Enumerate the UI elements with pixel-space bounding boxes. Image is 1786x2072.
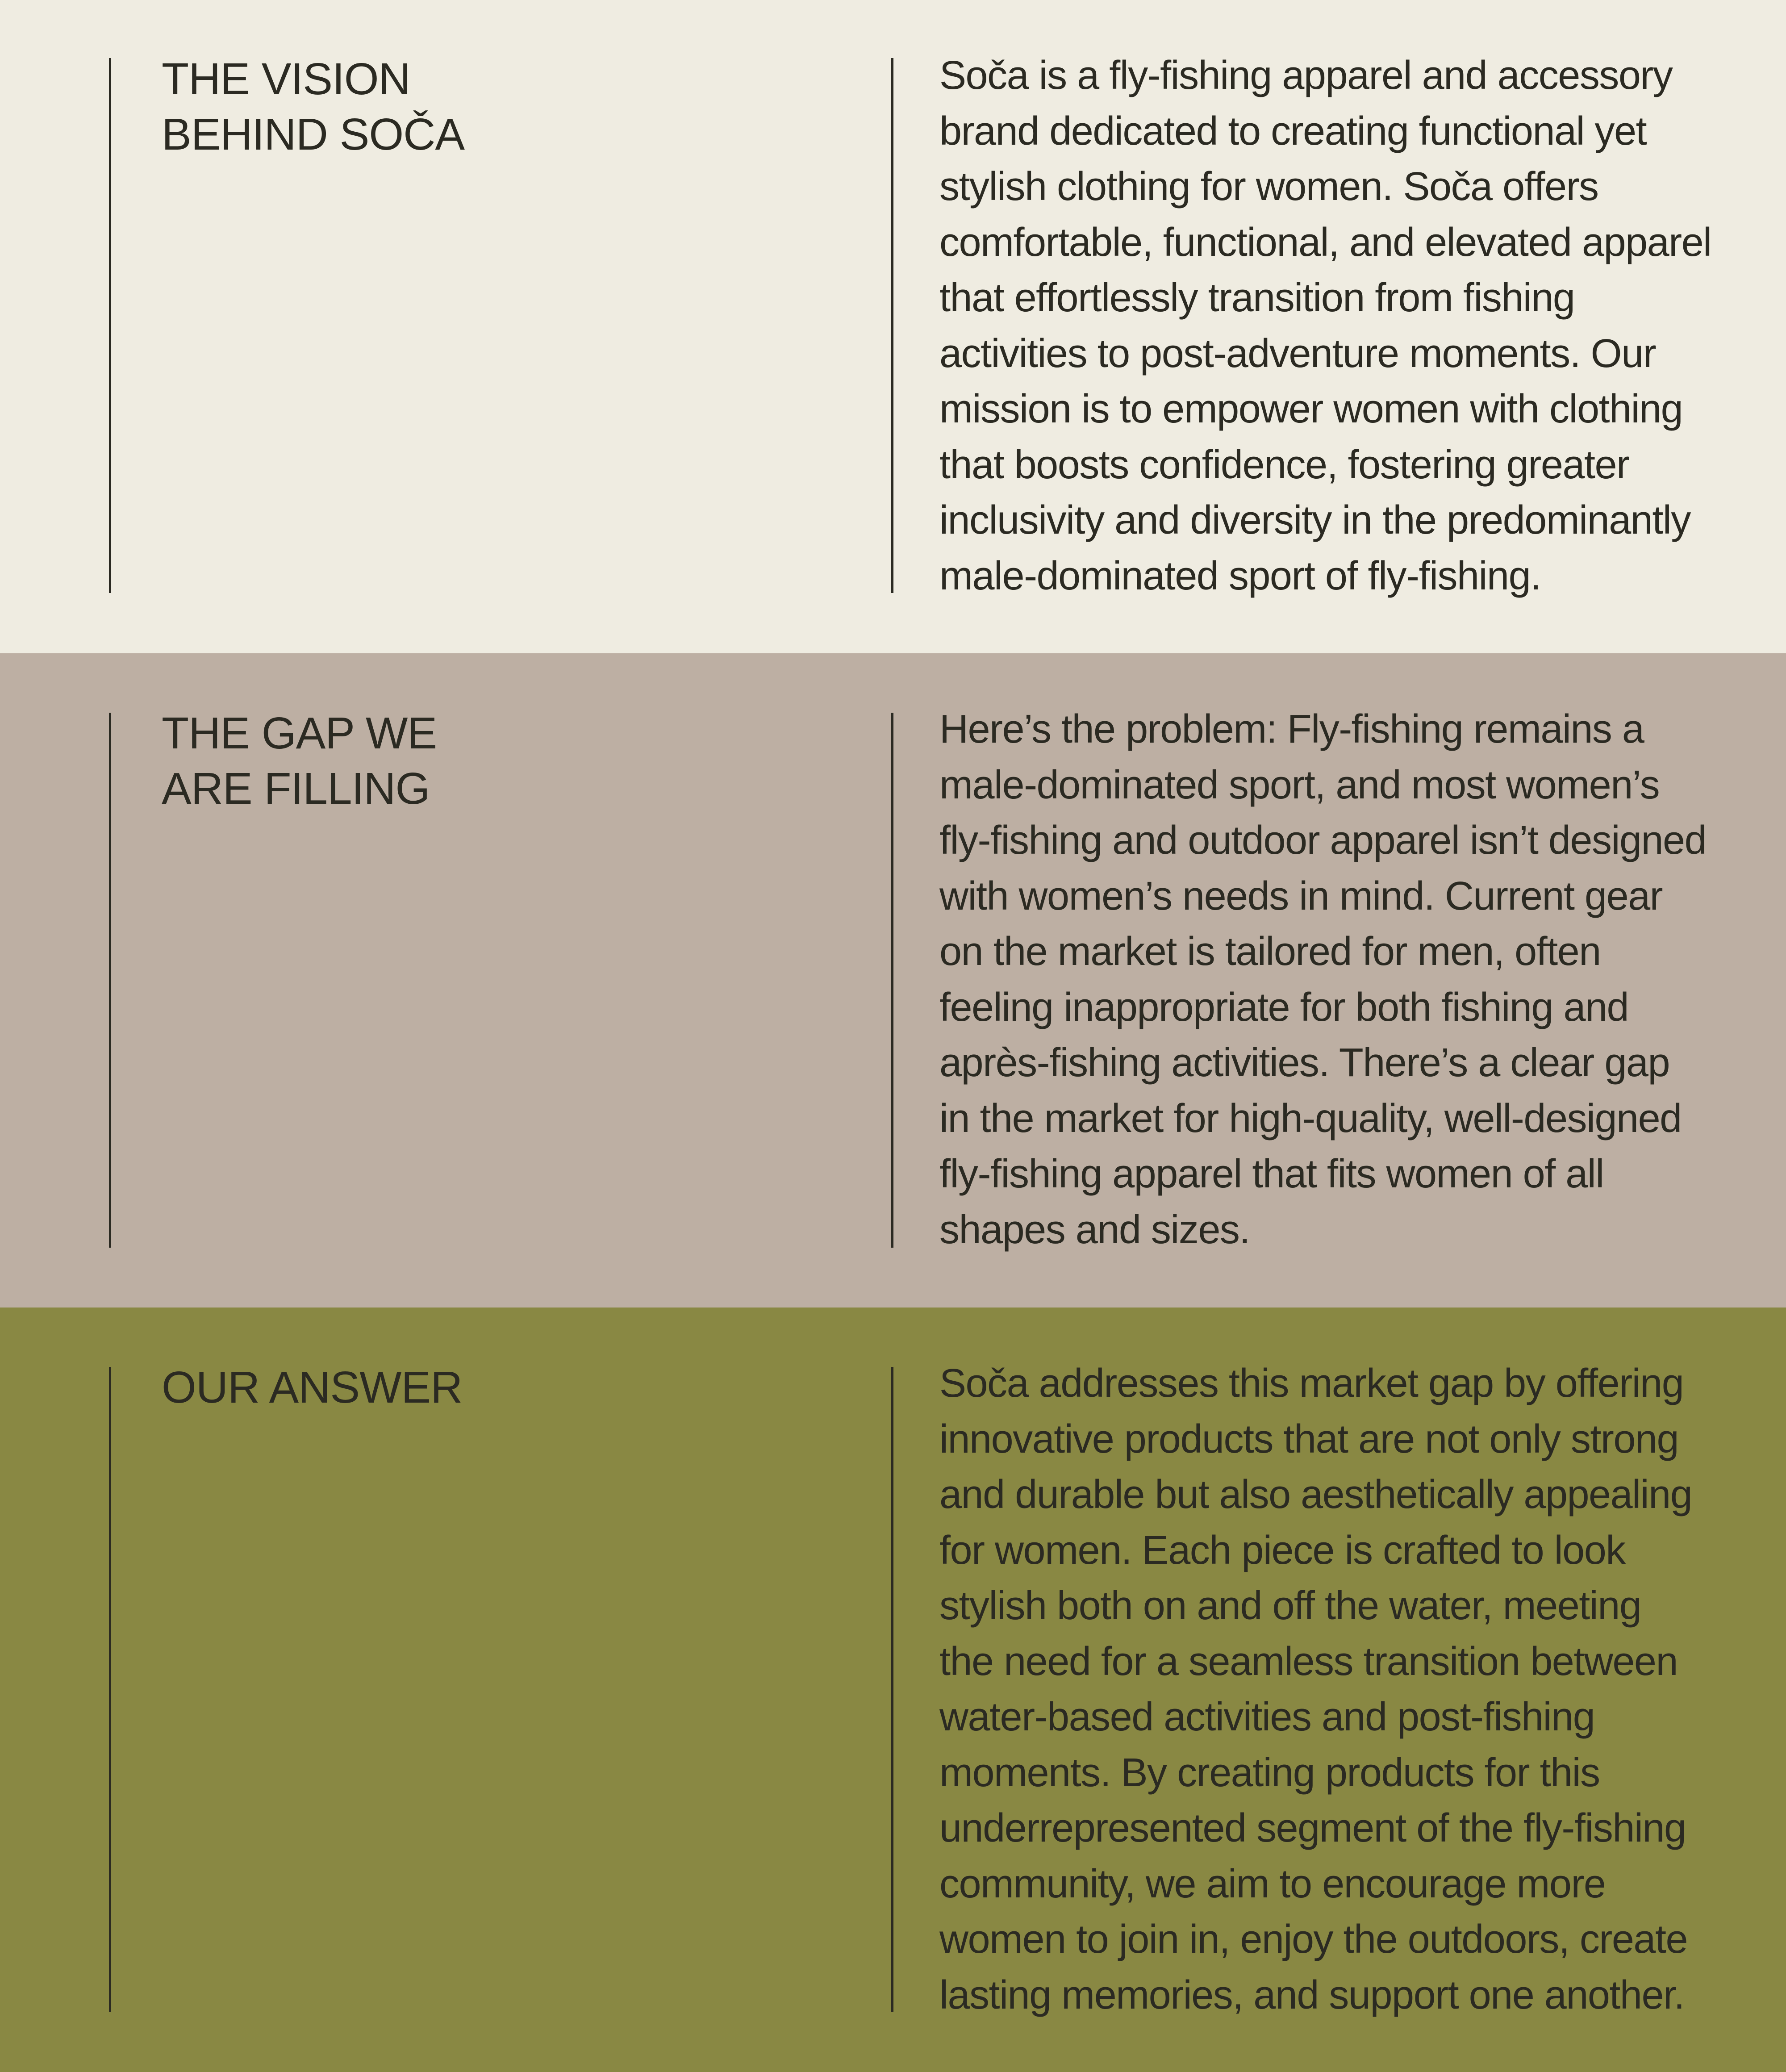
gap-left-rule — [109, 713, 111, 1248]
answer-body-text: Soča addresses this market gap by offering innovative products that are not only strong and durable but also aesthetically appealing for women. Each piece is crafted to look stylish both on and off the water, meeting the need for a seamless transition between water-based activities and post-fishing moments. By creating products for this underrepresented segment of the fly-fishing community, we aim to encourage more women to join in, enjoy the outdoors, create lasting memories, and support one another. — [939, 1361, 1692, 2018]
answer-right-rule — [891, 1367, 893, 2012]
answer-heading: OUR ANSWER — [162, 1362, 463, 1412]
vision-heading: THE VISION BEHIND SOČA — [162, 54, 465, 159]
gap-right-rule — [891, 713, 893, 1248]
vision-right-rule — [891, 58, 893, 593]
gap-heading: THE GAP WE ARE FILLING — [162, 708, 437, 814]
answer-section — [0, 1308, 1786, 2072]
vision-left-rule — [109, 58, 111, 593]
vision-section — [0, 0, 1786, 653]
gap-section — [0, 653, 1786, 1308]
answer-left-rule — [109, 1367, 111, 2012]
vision-body-text: Soča is a fly-fishing apparel and accessory brand dedicated to creating functional yet stylish clothing for women. Soča offers comfortable, functional, and elevated apparel that effortlessly transition from fishing activities to post-adventure moments. Our mission is to empower women with clothing that boosts confidence, fostering greater inclusivity and diversity in the predominantly male-dominated sport of fly-fishing. — [939, 53, 1711, 598]
gap-body-text: Here’s the problem: Fly-fishing remains a male-dominated sport, and most women’s fly-fishing and outdoor apparel isn’t designed with women’s needs in mind. Current gear on the market is tailored for men, often feeling inappropriate for both fishing and après-fishing activities. There’s a clear gap in the market for high-quality, well-designed fly-fishing apparel that fits women of all shapes and sizes. — [939, 707, 1707, 1252]
